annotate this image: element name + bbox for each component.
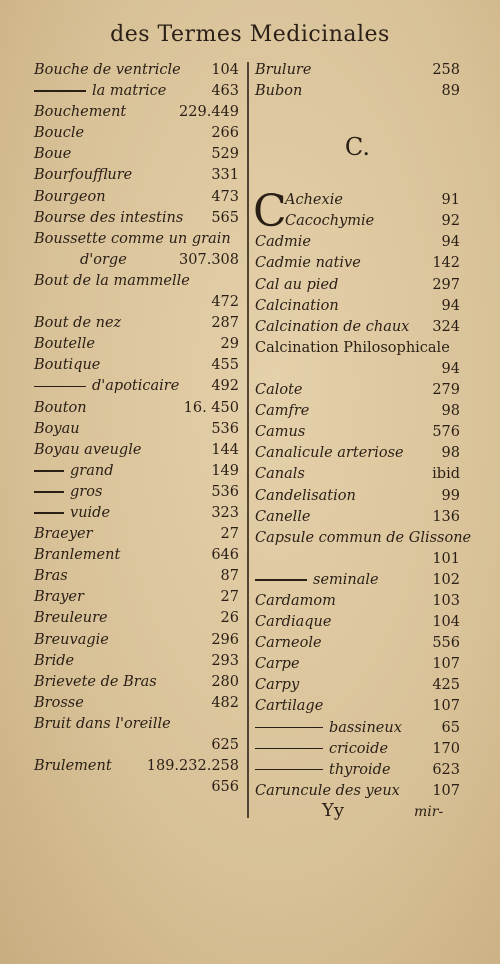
entry-page-number: 331 — [211, 167, 239, 184]
entry-term-text: d'apoticaire — [92, 378, 180, 395]
entry-term — [255, 232, 311, 253]
entry-term-text: Brievete de Bras — [34, 673, 157, 690]
entry-term-text: d'orge — [80, 251, 127, 268]
entry-term — [34, 545, 120, 566]
entry-page-number: 149 — [211, 462, 239, 479]
entry-page-number: 625 — [211, 737, 239, 753]
index-entry — [34, 81, 239, 102]
entry-term — [34, 60, 181, 81]
entry-term-text: Carpe — [255, 656, 300, 673]
index-entry — [34, 250, 239, 271]
entry-term-text: Bouche de ventricle — [34, 62, 181, 78]
entry-page-number: 27 — [220, 589, 239, 606]
entry-term-text: Boutique — [34, 357, 101, 374]
entry-term — [34, 524, 93, 545]
entry-term — [255, 317, 409, 338]
index-entry — [34, 334, 239, 355]
entry-term-text: Canelle — [255, 508, 311, 525]
ditto-dash — [255, 727, 323, 729]
index-entry — [34, 566, 239, 587]
column-rule — [247, 62, 249, 818]
entry-page-number: 536 — [211, 483, 239, 500]
running-header: des Termes Medicinales — [110, 22, 390, 47]
entry-term-text: Cadmie native — [255, 255, 361, 272]
index-entry — [255, 781, 460, 802]
index-entry — [255, 380, 460, 401]
entry-term-text: Capsule commun de Glissone — [255, 529, 472, 546]
entry-page-number: 107 — [432, 698, 460, 715]
entry-term-text: Bout de nez — [34, 315, 122, 332]
entry-term — [34, 398, 87, 419]
index-entry — [255, 507, 460, 528]
ditto-dash — [255, 579, 307, 581]
entry-term — [255, 401, 309, 422]
entry-page-number: 136 — [432, 508, 460, 525]
ditto-dash — [34, 386, 86, 388]
entry-term — [285, 190, 343, 211]
entry-term — [34, 482, 102, 503]
index-entry — [255, 760, 460, 781]
entry-term — [34, 419, 80, 440]
entry-page-number: 287 — [211, 315, 239, 332]
entry-term-text: bassineux — [329, 719, 402, 736]
entry-term-text: Bras — [34, 568, 68, 585]
index-entry — [34, 165, 239, 186]
index-entry — [255, 232, 460, 253]
entry-term-text: seminale — [313, 571, 379, 588]
index-entry — [255, 633, 460, 654]
index-entry — [34, 376, 239, 397]
entry-page-number: 104 — [211, 62, 239, 78]
entry-page-number: 87 — [220, 568, 239, 585]
index-entry — [34, 398, 239, 419]
index-entry — [34, 651, 239, 672]
entry-term-text: Boucle — [34, 125, 85, 142]
index-entry — [34, 123, 239, 144]
entry-term — [255, 675, 299, 696]
entry-page-number: 463 — [211, 83, 239, 100]
index-entry — [255, 696, 460, 717]
entry-term — [255, 338, 450, 359]
index-entry — [34, 735, 239, 756]
entry-term — [34, 144, 71, 165]
index-entry — [255, 359, 460, 380]
index-entry — [34, 313, 239, 334]
entry-term-text: Bruit dans l'oreille — [34, 715, 171, 732]
ditto-dash — [34, 491, 64, 493]
entry-term-text: Camus — [255, 424, 306, 441]
index-entry — [34, 693, 239, 714]
index-entry — [34, 482, 239, 503]
entry-page-number: 89 — [441, 83, 460, 100]
entry-page-number: 556 — [432, 635, 460, 652]
index-entry — [255, 443, 460, 464]
index-entry — [34, 440, 239, 461]
entry-page-number: 646 — [211, 547, 239, 564]
entry-term — [285, 211, 374, 232]
entry-term-text: cricoide — [329, 740, 389, 757]
entry-term-text: Brosse — [34, 694, 84, 711]
entry-page-number: 92 — [441, 213, 460, 230]
entry-term — [34, 229, 231, 250]
index-entry — [34, 545, 239, 566]
index-entry — [34, 461, 239, 482]
index-entry — [34, 187, 239, 208]
entry-term-text: Candelisation — [255, 487, 356, 504]
entry-term — [34, 355, 100, 376]
entry-term — [255, 275, 338, 296]
entry-page-number: 91 — [441, 192, 460, 209]
entry-term-text: Cal au pied — [255, 276, 339, 293]
entry-term — [255, 507, 311, 528]
entry-page-number: 482 — [211, 694, 239, 711]
entry-page-number: 65 — [441, 719, 460, 736]
entry-page-number: 623 — [432, 761, 460, 778]
entry-term — [255, 696, 323, 717]
index-entry — [34, 271, 239, 292]
entry-term-text: Cardiaque — [255, 614, 332, 631]
entry-term-text: Bride — [34, 652, 75, 669]
index-entry — [34, 292, 239, 313]
entry-term — [80, 250, 127, 271]
entry-page-number: 323 — [211, 504, 239, 521]
entry-term-text: Boyau aveugle — [34, 441, 142, 458]
entry-page-number: ibid — [432, 466, 460, 483]
entry-page-number: 455 — [211, 357, 239, 374]
entry-page-number: 229.449 — [179, 104, 239, 121]
entry-term — [255, 253, 361, 274]
entry-term — [34, 376, 179, 397]
entry-term-text: Carpy — [255, 677, 300, 694]
index-entry — [255, 60, 460, 81]
entry-term — [255, 718, 402, 739]
entry-term — [255, 528, 471, 549]
index-entry — [34, 714, 239, 735]
index-entry — [255, 275, 460, 296]
entry-term — [255, 612, 331, 633]
entry-term — [34, 208, 183, 229]
entry-term — [255, 296, 339, 317]
entry-page-number: 144 — [211, 441, 239, 458]
signature-mark: Yy — [322, 800, 345, 821]
entry-page-number: 103 — [432, 592, 460, 609]
entry-term — [255, 654, 300, 675]
entry-page-number: 280 — [211, 673, 239, 690]
entry-term — [255, 781, 400, 802]
entry-term — [34, 587, 84, 608]
index-entry — [34, 229, 239, 250]
ditto-dash — [34, 512, 64, 514]
index-entry — [34, 503, 239, 524]
drop-cap: C — [253, 186, 287, 238]
entry-term-text: Braeyer — [34, 526, 93, 543]
entry-page-number: 27 — [220, 526, 239, 543]
entry-term — [255, 60, 311, 81]
entry-term — [255, 570, 379, 591]
right-top-entries — [255, 60, 460, 102]
entry-term — [255, 443, 404, 464]
entry-page-number: 26 — [220, 610, 239, 627]
section-heading: C. — [344, 133, 371, 162]
index-entry — [255, 591, 460, 612]
entry-term-text: Caruncule des yeux — [255, 782, 400, 799]
entry-term — [255, 760, 391, 781]
index-entry — [255, 718, 460, 739]
entry-term-text: Calcination — [255, 297, 339, 314]
entry-term-text: Breuleure — [34, 610, 108, 627]
entry-page-number: 107 — [432, 656, 460, 673]
entry-page-number: 98 — [441, 403, 460, 420]
entry-term — [34, 81, 166, 102]
index-entry — [255, 675, 460, 696]
index-entry — [34, 144, 239, 165]
entry-page-number: 142 — [432, 255, 460, 272]
entry-term-text: Bourgeon — [34, 188, 106, 205]
entry-page-number: 99 — [441, 487, 460, 504]
index-entry — [255, 422, 460, 443]
entry-page-number: 293 — [211, 652, 239, 669]
entry-term-text: Brulure — [255, 62, 312, 78]
entry-term — [34, 440, 141, 461]
entry-term-text: gros — [70, 483, 103, 500]
entry-term-text: Cacochymie — [285, 213, 375, 230]
entry-page-number: 104 — [432, 614, 460, 631]
right-column — [253, 60, 472, 802]
entry-page-number: 266 — [211, 125, 239, 142]
entry-term-text: Achexie — [285, 192, 343, 209]
entry-term — [255, 380, 303, 401]
entry-term — [34, 672, 157, 693]
entry-term-text: Bouton — [34, 399, 87, 416]
entry-term-text: Calcination de chaux — [255, 318, 410, 335]
index-entry — [34, 587, 239, 608]
entry-term-text: Bouchement — [34, 104, 127, 121]
entry-page-number: 296 — [211, 631, 239, 648]
entry-page-number: 576 — [432, 424, 460, 441]
entry-term-text: Branlement — [34, 547, 121, 564]
entry-term — [255, 486, 356, 507]
entry-term — [34, 566, 68, 587]
index-entry — [255, 739, 460, 760]
entry-term-text: Boue — [34, 146, 72, 163]
entry-page-number: 107 — [432, 782, 460, 799]
entry-page-number: 425 — [432, 677, 460, 694]
entry-term — [255, 591, 336, 612]
entry-term — [255, 633, 322, 654]
entry-term — [34, 630, 109, 651]
index-entry — [34, 419, 239, 440]
entry-term — [34, 651, 74, 672]
entry-term — [255, 81, 302, 102]
entry-page-number: 101 — [432, 550, 460, 567]
entry-term — [34, 714, 171, 735]
right-entries — [253, 186, 472, 802]
index-entry — [34, 672, 239, 693]
entry-term-text: Camfre — [255, 403, 310, 420]
index-entry — [34, 208, 239, 229]
ditto-dash — [255, 748, 323, 750]
entry-term-text: thyroide — [329, 761, 391, 778]
entry-term-text: Cardamom — [255, 592, 336, 609]
ditto-dash — [34, 90, 86, 92]
entry-term-text: Boutelle — [34, 336, 95, 353]
index-entry — [34, 608, 239, 629]
entry-page-number: 102 — [432, 571, 460, 588]
entry-term — [34, 693, 84, 714]
catchword: mir- — [414, 804, 444, 820]
entry-term — [255, 422, 305, 443]
entry-term — [34, 165, 132, 186]
entry-term-text: vuide — [70, 504, 111, 521]
index-entry — [255, 528, 472, 549]
entry-page-number: 258 — [432, 62, 460, 78]
entry-page-number: 307.308 — [179, 251, 239, 268]
entry-term-text: Bourfoufflure — [34, 167, 133, 184]
entry-term-text: grand — [70, 462, 114, 479]
index-entry — [34, 60, 239, 81]
entry-term-text: Canals — [255, 466, 305, 483]
left-column — [34, 60, 239, 798]
entry-page-number: 16. 450 — [183, 399, 239, 416]
index-entry — [34, 355, 239, 376]
entry-page-number: 94 — [441, 297, 460, 314]
index-entry — [255, 296, 460, 317]
entry-term — [34, 123, 84, 144]
entry-term — [34, 271, 190, 292]
entry-term — [255, 739, 388, 760]
entry-page-number: 170 — [432, 740, 460, 757]
entry-page-number: 536 — [211, 420, 239, 437]
entry-term-text: Cadmie — [255, 234, 311, 251]
index-entry — [34, 630, 239, 651]
index-entry — [34, 524, 239, 545]
entry-term — [34, 503, 110, 524]
index-entry — [255, 464, 460, 485]
entry-term-text: Brulement — [34, 758, 112, 775]
entry-page-number: 472 — [211, 294, 239, 311]
entry-page-number: 189.232.258 — [146, 758, 239, 775]
entry-page-number: 94 — [441, 234, 460, 251]
entry-term-text: Bout de la mammelle — [34, 272, 190, 289]
entry-term-text: la matrice — [92, 83, 167, 100]
entry-page-number: 473 — [211, 188, 239, 205]
entry-term — [34, 187, 106, 208]
entry-term — [34, 756, 112, 777]
entry-page-number: 324 — [432, 318, 460, 335]
index-entry — [34, 756, 239, 777]
index-entry — [255, 253, 460, 274]
index-entry — [255, 486, 460, 507]
entry-page-number: 98 — [441, 445, 460, 462]
entry-term-text: Brayer — [34, 589, 84, 606]
ditto-dash — [255, 769, 323, 771]
entry-page-number: 94 — [441, 360, 460, 377]
entry-term-text: Bourse des intestins — [34, 209, 184, 226]
entry-term-text: Boussette comme un grain — [34, 230, 231, 247]
entry-term-text: Carneole — [255, 635, 322, 652]
entry-term — [34, 313, 121, 334]
entry-page-number: 492 — [211, 378, 239, 395]
index-entry — [255, 211, 460, 232]
index-entry — [255, 317, 460, 338]
entry-term-text: Boyau — [34, 420, 80, 437]
index-entry — [34, 777, 239, 798]
index-entry — [255, 654, 460, 675]
entry-page-number: 565 — [211, 209, 239, 226]
index-entry — [255, 549, 460, 570]
index-entry — [255, 401, 460, 422]
entry-term-text: Calote — [255, 382, 303, 399]
index-entry — [255, 190, 460, 211]
entry-term-text: Calcination Philosophicale — [255, 339, 450, 356]
index-entry — [34, 102, 239, 123]
entry-term-text: Cartilage — [255, 698, 324, 715]
entry-term-text: Canalicule arteriose — [255, 445, 404, 462]
entry-term — [34, 334, 95, 355]
index-entry — [255, 338, 460, 359]
entry-page-number: 297 — [432, 276, 460, 293]
entry-page-number: 279 — [432, 382, 460, 399]
index-entry — [255, 612, 460, 633]
entry-page-number: 656 — [211, 779, 239, 796]
entry-term-text: Breuvagie — [34, 631, 109, 648]
entry-page-number: 529 — [211, 146, 239, 163]
index-entry — [255, 81, 460, 102]
ditto-dash — [34, 470, 64, 472]
entry-term — [255, 464, 305, 485]
entry-term-text: Bubon — [255, 83, 303, 100]
entry-term — [34, 102, 126, 123]
entry-page-number: 29 — [220, 336, 239, 353]
entry-term — [34, 461, 113, 482]
entry-term — [34, 608, 108, 629]
index-entry — [255, 570, 460, 591]
